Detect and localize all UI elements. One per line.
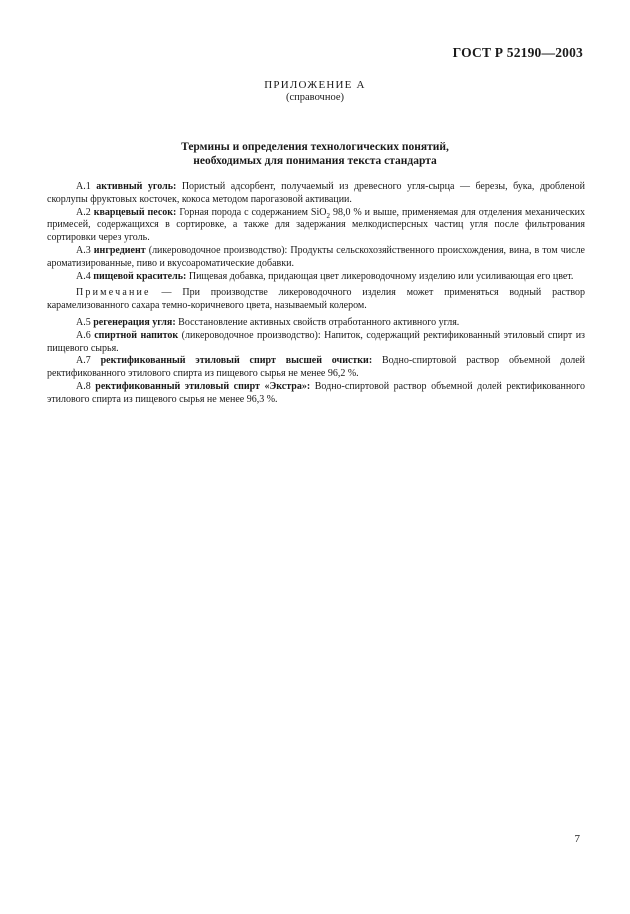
term-name: активный уголь:: [96, 181, 177, 192]
term-name: кварцевый песок:: [93, 206, 177, 218]
entry-number: А.8: [76, 380, 91, 392]
term-name: ректификованный этиловый спирт высшей очистки:: [100, 355, 373, 367]
entry-number: А.7: [76, 355, 91, 367]
term-entry-a2: [47, 207, 585, 245]
term-entry-a4: [47, 271, 585, 284]
term-name: ингредиент: [93, 244, 146, 256]
page-number: 7: [574, 833, 580, 845]
term-entry-a5: [47, 317, 585, 330]
entry-number: А.1: [76, 181, 91, 192]
term-name: регенерация угля:: [93, 316, 176, 328]
appendix-title: ПРИЛОЖЕНИЕ А: [264, 79, 366, 91]
note-label: Примечание: [76, 287, 151, 299]
note-paragraph: [47, 287, 585, 313]
term-definition: (ликероводочное производство): Напиток, содержащий ректификованный этиловый спирт из пищевого сырья.: [47, 329, 586, 354]
term-name: ректификованный этиловый спирт «Экстра»:: [95, 380, 311, 392]
note-text: — При производстве ликероводочного изделия может применяться водный раствор карамелизованного сахара темно-коричневого цвета, называемый колером.: [47, 287, 586, 312]
terms-content: [47, 181, 585, 407]
term-entry-a6: [47, 330, 585, 356]
term-entry-a8: [47, 381, 585, 407]
subscript: 2: [326, 211, 330, 220]
term-definition-part-1: Горная порода с содержанием SiO: [179, 206, 327, 218]
entry-number: А.3: [76, 244, 91, 256]
term-definition: Водно-спиртовой раствор объемной долей ректификованного этилового спирта из пищевого сырья не менее 96,2 %.: [47, 355, 586, 380]
term-name: пищевой краситель:: [93, 270, 187, 282]
appendix-subtitle: (справочное): [286, 92, 344, 103]
term-definition: Пищевая добавка, придающая цвет ликероводочному изделию или усиливающая его цвет.: [188, 270, 574, 282]
term-definition: (ликероводочное производство): Продукты сельскохозяйственного происхождения, вина, в том числе ароматизированные, пиво и вкусоароматические добавки.: [47, 244, 585, 269]
term-definition: Пористый адсорбент, получаемый из древесного угля-сырца — березы, бука, дробленой скорлупы фруктовых косточек, кокоса методом парогазовой активации.: [47, 181, 586, 205]
term-entry-a3: [47, 245, 585, 271]
section-heading: [0, 140, 630, 168]
term-definition: Водно-спиртовой раствор объемной долей ректификованного этилового спирта из пищевого сырья не менее 96,3 %.: [47, 380, 586, 405]
term-definition: Восстановление активных свойств отработанного активного угля.: [178, 316, 460, 328]
term-name: спиртной напиток: [94, 329, 179, 341]
document-code: ГОСТ Р 52190—2003: [452, 45, 583, 60]
entry-number: А.5: [76, 316, 91, 328]
term-entry-a7: [47, 355, 585, 381]
entry-number: А.4: [76, 270, 91, 282]
section-heading-line-1: Термины и определения технологических понятий,: [181, 141, 449, 153]
entry-number: А.2: [76, 206, 91, 218]
term-definition-part-2: 98,0 % и выше, применяемая для отделения механических примесей, содержащихся в сортировке, а также для задержания мелкодисперсных частиц угля после фильтрования сортировки через уголь.: [47, 206, 586, 244]
entry-number: А.6: [76, 329, 91, 341]
section-heading-line-2: необходимых для понимания текста стандарта: [193, 155, 437, 167]
term-entry-a1: [47, 181, 585, 207]
